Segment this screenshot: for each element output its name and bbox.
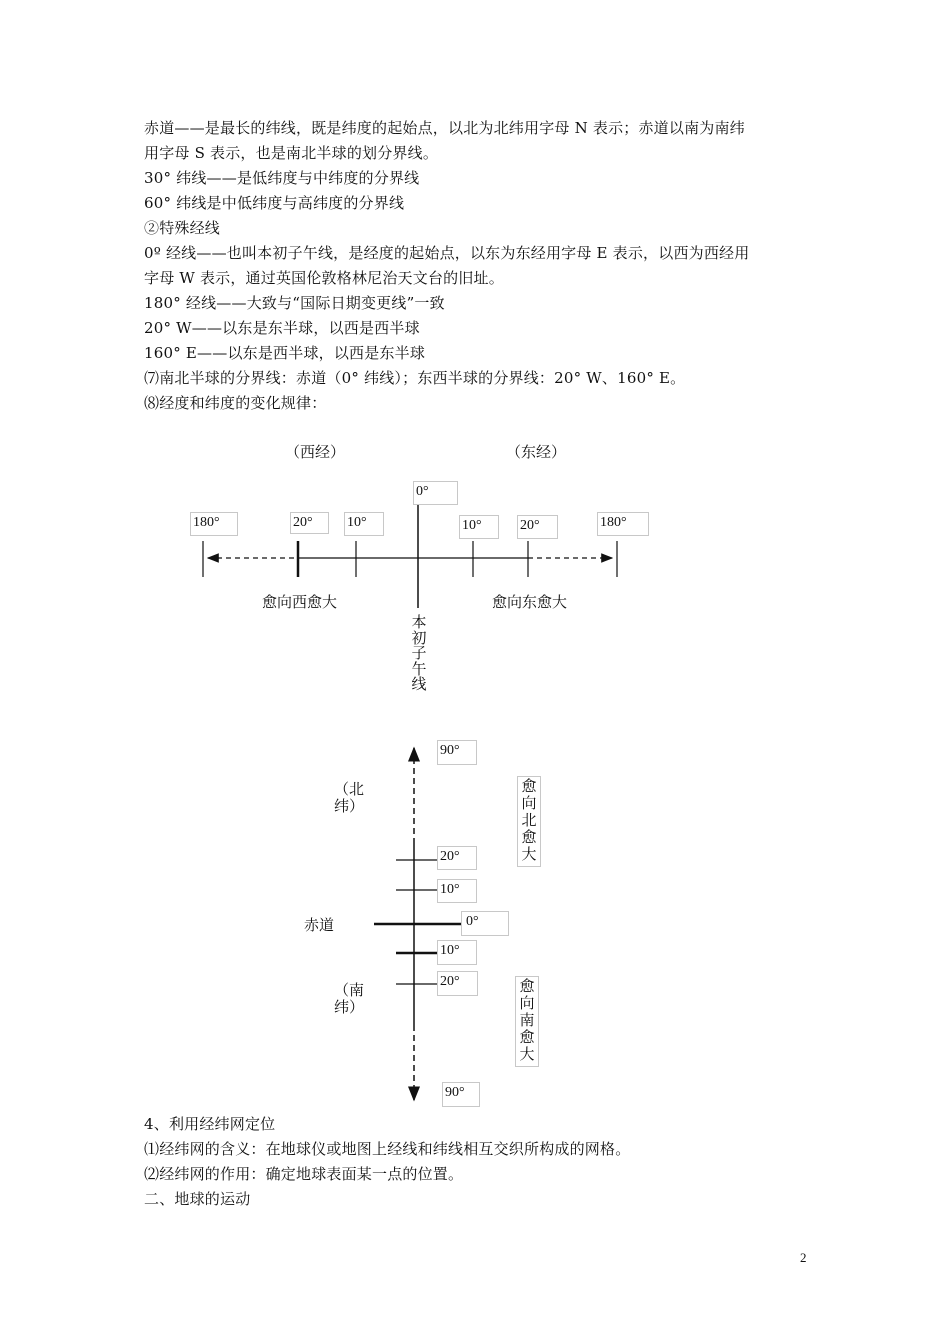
heading-graticule-positioning: 4、利用经纬网定位 bbox=[144, 1115, 276, 1133]
label-10-north: 10° bbox=[437, 879, 477, 903]
equator-label: 赤道 bbox=[304, 916, 335, 934]
label-90-north: 90° bbox=[437, 740, 477, 765]
paragraph-equator-1: 赤道——是最长的纬线，既是纬度的起始点，以北为北纬用字母 N 表示；赤道以南为南纬 bbox=[144, 119, 745, 137]
latitude-axis bbox=[374, 748, 461, 1100]
prime-meridian-label: 本初子午线 bbox=[411, 613, 427, 693]
east-longitude-label: （东经） bbox=[506, 443, 567, 461]
label-180-east: 180° bbox=[597, 512, 649, 536]
label-0-latitude: 0° bbox=[461, 911, 509, 936]
label-10-east: 10° bbox=[459, 515, 499, 539]
paragraph-20w: 20° W——以东是东半球，以西是西半球 bbox=[144, 319, 420, 337]
paragraph-60-latitude: 60° 纬线是中低纬度与高纬度的分界线 bbox=[144, 194, 405, 212]
paragraph-graticule-function: ⑵经纬网的作用：确定地球表面某一点的位置。 bbox=[144, 1165, 464, 1183]
west-longitude-label: （西经） bbox=[285, 443, 346, 461]
label-20-east: 20° bbox=[517, 515, 558, 539]
label-10-west: 10° bbox=[344, 512, 384, 536]
paragraph-graticule-meaning: ⑴经纬网的含义：在地球仪或地图上经线和纬线相互交织所构成的网格。 bbox=[144, 1140, 631, 1158]
south-trend-label: 愈向南愈大 bbox=[515, 976, 539, 1067]
paragraph-equator-2: 用字母 S 表示，也是南北半球的划分界线。 bbox=[144, 144, 439, 162]
paragraph-hemisphere-boundaries: ⑺南北半球的分界线：赤道（0° 纬线）；东西半球的分界线：20° W、160° E。 bbox=[144, 369, 686, 387]
north-latitude-label: （北纬） bbox=[334, 780, 365, 815]
paragraph-30-latitude: 30° 纬线——是低纬度与中纬度的分界线 bbox=[144, 169, 420, 187]
label-0-longitude: 0° bbox=[413, 481, 458, 505]
label-180-west: 180° bbox=[190, 512, 238, 536]
label-20-south: 20° bbox=[437, 971, 478, 996]
heading-special-meridians: ②特殊经线 bbox=[144, 219, 221, 237]
label-90-south: 90° bbox=[442, 1082, 480, 1107]
label-20-north: 20° bbox=[437, 846, 477, 870]
east-trend-label: 愈向东愈大 bbox=[492, 593, 568, 611]
north-trend-label: 愈向北愈大 bbox=[517, 776, 541, 867]
paragraph-prime-meridian-2: 字母 W 表示，通过英国伦敦格林尼治天文台的旧址。 bbox=[144, 269, 504, 287]
paragraph-change-rules: ⑻经度和纬度的变化规律： bbox=[144, 394, 327, 412]
paragraph-prime-meridian-1: 0º 经线——也叫本初子午线，是经度的起始点，以东为东经用字母 E 表示，以西为西经用 bbox=[144, 244, 750, 262]
west-trend-label: 愈向西愈大 bbox=[262, 593, 338, 611]
paragraph-160e: 160° E——以东是西半球，以西是东半球 bbox=[144, 344, 426, 362]
paragraph-180-meridian: 180° 经线——大致与“国际日期变更线”一致 bbox=[144, 294, 445, 312]
page-number: 2 bbox=[800, 1250, 807, 1265]
label-20-west: 20° bbox=[290, 512, 329, 534]
south-latitude-label: （南纬） bbox=[334, 981, 365, 1016]
label-10-south: 10° bbox=[437, 940, 477, 965]
heading-earth-motion: 二、地球的运动 bbox=[144, 1190, 251, 1208]
